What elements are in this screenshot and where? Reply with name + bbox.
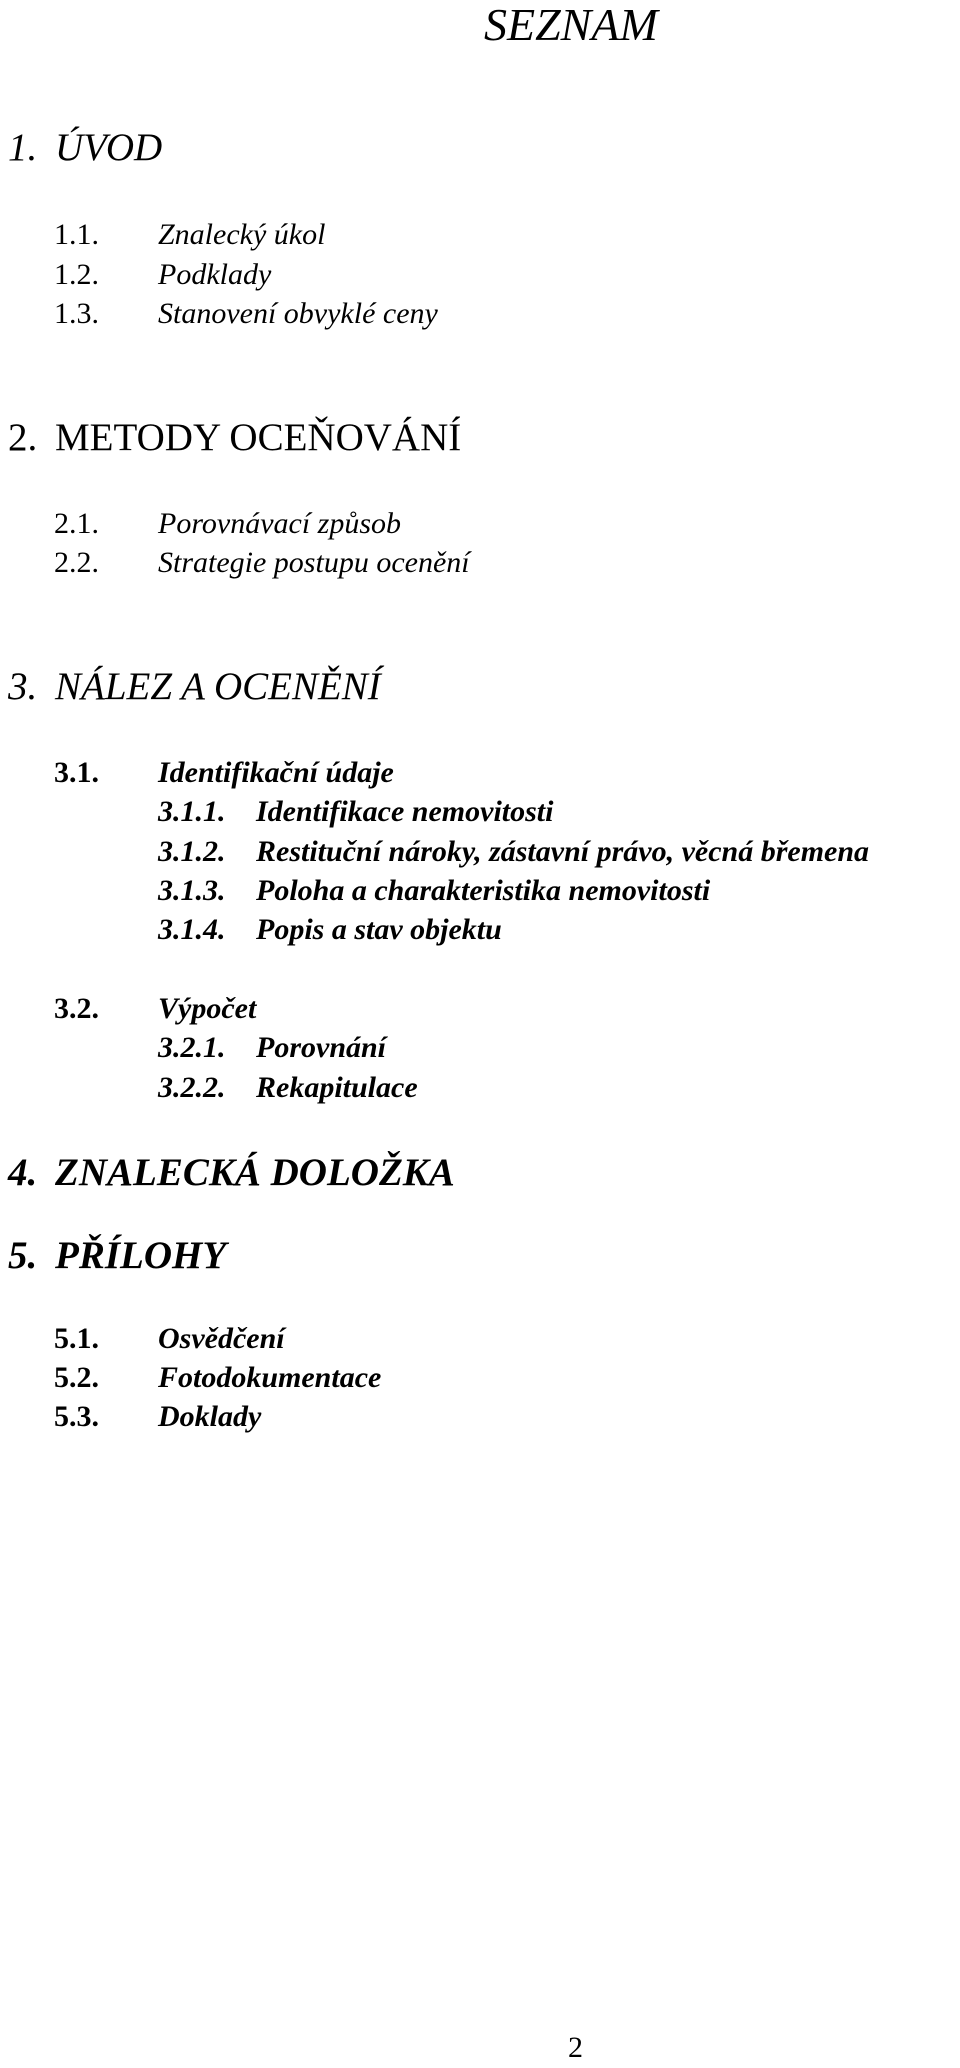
page-title: SEZNAM	[484, 0, 658, 50]
toc-entry-title: PŘÍLOHY	[55, 1234, 227, 1277]
toc-entry-number: 2.2.	[54, 546, 99, 579]
toc-entry-title: Rekapitulace	[256, 1071, 418, 1104]
toc-entry-number: 3.1.3.	[158, 874, 226, 907]
toc-entry-number: 3.1.4.	[158, 913, 226, 946]
toc-entry-number: 3.2.1.	[158, 1031, 226, 1064]
toc-entry-title: Identifikační údaje	[158, 756, 394, 789]
toc-entry-number: 5.3.	[54, 1400, 99, 1433]
toc-entry-title: METODY OCEŇOVÁNÍ	[55, 416, 462, 459]
toc-entry-number: 1.2.	[54, 258, 99, 291]
toc-entry-number: 2.	[8, 416, 38, 459]
toc-entry-title: Doklady	[158, 1400, 262, 1433]
toc-entry-number: 3.2.2.	[158, 1071, 226, 1104]
toc-entry-number: 2.1.	[54, 507, 99, 540]
page-number: 2	[568, 2031, 583, 2064]
toc-entry-title: Výpočet	[158, 992, 257, 1025]
toc-entry-number: 5.	[8, 1234, 38, 1277]
toc-entry-title: Podklady	[158, 258, 272, 291]
toc-entry-title: Znalecký úkol	[158, 218, 326, 251]
toc-entry-number: 3.1.	[54, 756, 99, 789]
toc-entry-title: NÁLEZ A OCENĚNÍ	[55, 665, 381, 708]
toc-entry-number: 1.3.	[54, 297, 99, 330]
toc-entry-title: Osvědčení	[158, 1322, 285, 1355]
toc-entry-number: 3.1.1.	[158, 795, 226, 828]
toc-entry-title: Porovnání	[256, 1031, 387, 1064]
toc-entry-title: Porovnávací způsob	[158, 507, 402, 540]
toc-entry-number: 5.2.	[54, 1361, 99, 1394]
toc-entry-number: 1.1.	[54, 218, 99, 251]
toc-entry-title: Strategie postupu ocenění	[158, 546, 470, 579]
toc-entry-title: Restituční nároky, zástavní právo, věcná břemena	[256, 835, 870, 868]
toc-entry-title: Popis a stav objektu	[256, 913, 502, 946]
toc-entry-title: ÚVOD	[55, 126, 163, 169]
toc-entry-title: ZNALECKÁ DOLOŽKA	[55, 1151, 455, 1194]
toc-entry-title: Stanovení obvyklé ceny	[158, 297, 438, 330]
toc-entry-title: Identifikace nemovitosti	[256, 795, 554, 828]
toc-entry-number: 3.	[8, 665, 38, 708]
toc-entry-number: 1.	[8, 126, 38, 169]
toc-entry-number: 4.	[8, 1151, 38, 1194]
toc-entry-number: 5.1.	[54, 1322, 99, 1355]
toc-entry-number: 3.2.	[54, 992, 99, 1025]
toc-entry-number: 3.1.2.	[158, 835, 226, 868]
toc-entry-title: Fotodokumentace	[158, 1361, 382, 1394]
toc-entry-title: Poloha a charakteristika nemovitosti	[256, 874, 711, 907]
